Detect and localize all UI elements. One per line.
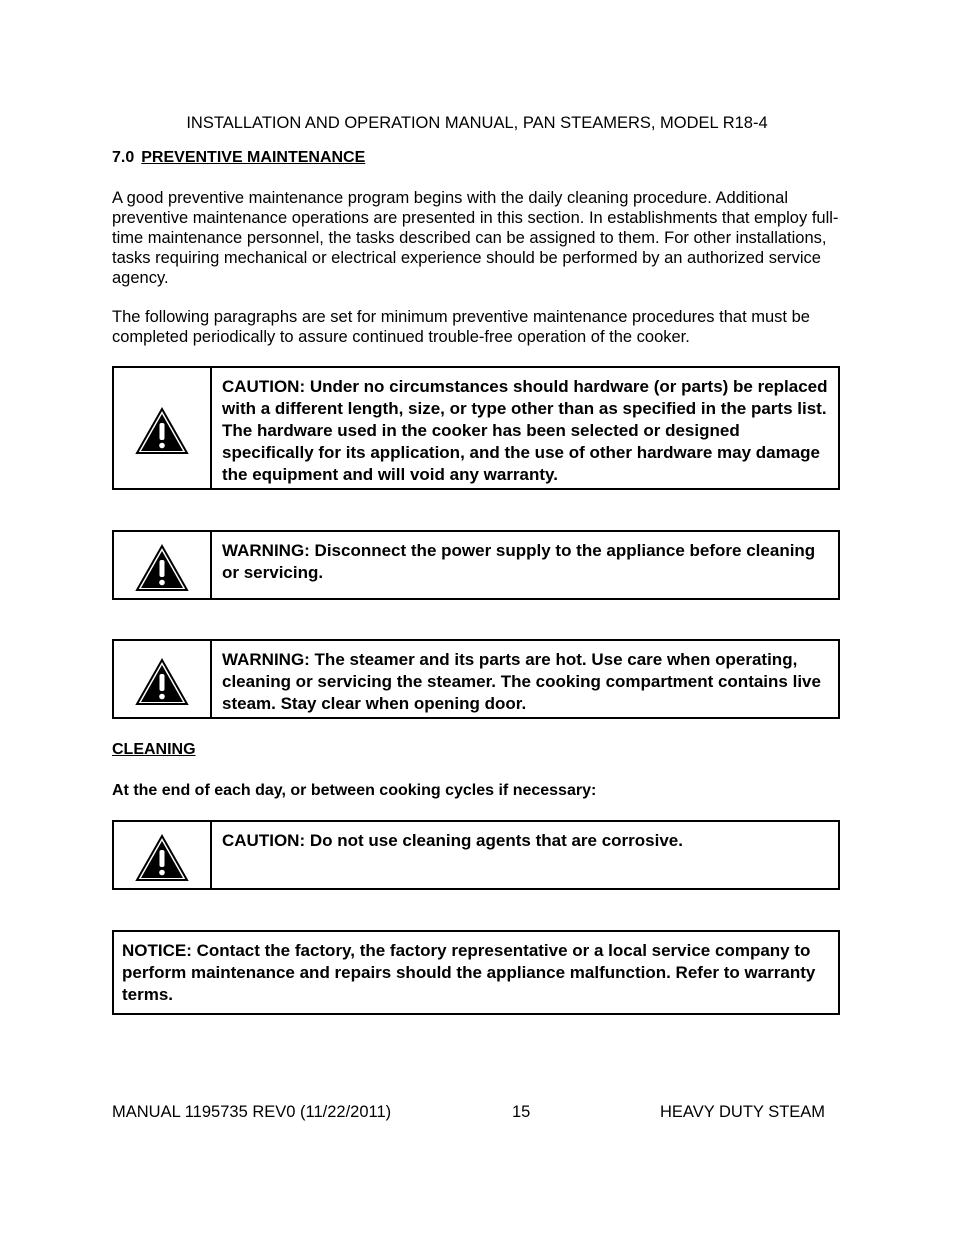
notice-text: NOTICE: Contact the factory, the factory representative or a local service company to perform maintenance and repairs should the appliance malfunction. Refer to warranty terms. xyxy=(122,941,816,1004)
icon-cell xyxy=(114,368,212,488)
footer-brand: HEAVY DUTY STEAM xyxy=(660,1103,826,1121)
caution-cleaning-agents-box xyxy=(112,820,840,890)
section-title: PREVENTIVE MAINTENANCE xyxy=(141,149,366,166)
warning-hot-box xyxy=(112,639,840,719)
cleaning-instruction: At the end of each day, or between cooking cycles if necessary: xyxy=(112,782,597,799)
icon-cell xyxy=(114,641,212,717)
warning-triangle-icon xyxy=(134,833,190,883)
cleaning-heading: CLEANING xyxy=(112,741,196,758)
minimum-procedures-paragraph: The following paragraphs are set for minimum preventive maintenance procedures that must be completed periodically to assure continued trouble-free operation of the cooker. xyxy=(112,308,810,346)
notice-box xyxy=(112,930,840,1015)
section-heading xyxy=(112,148,365,168)
warning-text: WARNING: The steamer and its parts are hot. Use care when operating, cleaning or servicing the steamer. The cooking compartment contains live steam. Stay clear when opening door. xyxy=(222,650,821,713)
footer-manual-id: MANUAL 1195735 REV0 (11/22/2011) xyxy=(112,1103,392,1121)
intro-paragraph: A good preventive maintenance program begins with the daily cleaning procedure. Additional preventive maintenance operations are presented in this section. In establishments that employ full-time maintenance personnel, the tasks described can be assigned to them. For other installations, tasks requiring mechanical or electrical experience should be performed by an authorized service agency. xyxy=(112,189,839,287)
footer-page-number: 15 xyxy=(512,1103,531,1121)
warning-power-box xyxy=(112,530,840,600)
section-number: 7.0 xyxy=(112,149,135,166)
icon-cell xyxy=(114,532,212,598)
page-header: INSTALLATION AND OPERATION MANUAL, PAN STEAMERS, MODEL R18-4 xyxy=(186,114,768,132)
warning-text: WARNING: Disconnect the power supply to the appliance before cleaning or servicing. xyxy=(222,541,816,582)
warning-triangle-icon xyxy=(134,543,190,593)
caution-hardware-box xyxy=(112,366,840,490)
caution-text: CAUTION: Under no circumstances should hardware (or parts) be replaced with a different length, size, or type other than as specified in the parts list. The hardware used in the cooker has been selected or designed specifically for its application, and the use of other hardware may damage the equipment and will void any warranty. xyxy=(222,377,828,484)
caution-text: CAUTION: Do not use cleaning agents that are corrosive. xyxy=(222,831,683,850)
warning-triangle-icon xyxy=(134,406,190,456)
icon-cell xyxy=(114,822,212,888)
warning-triangle-icon xyxy=(134,657,190,707)
